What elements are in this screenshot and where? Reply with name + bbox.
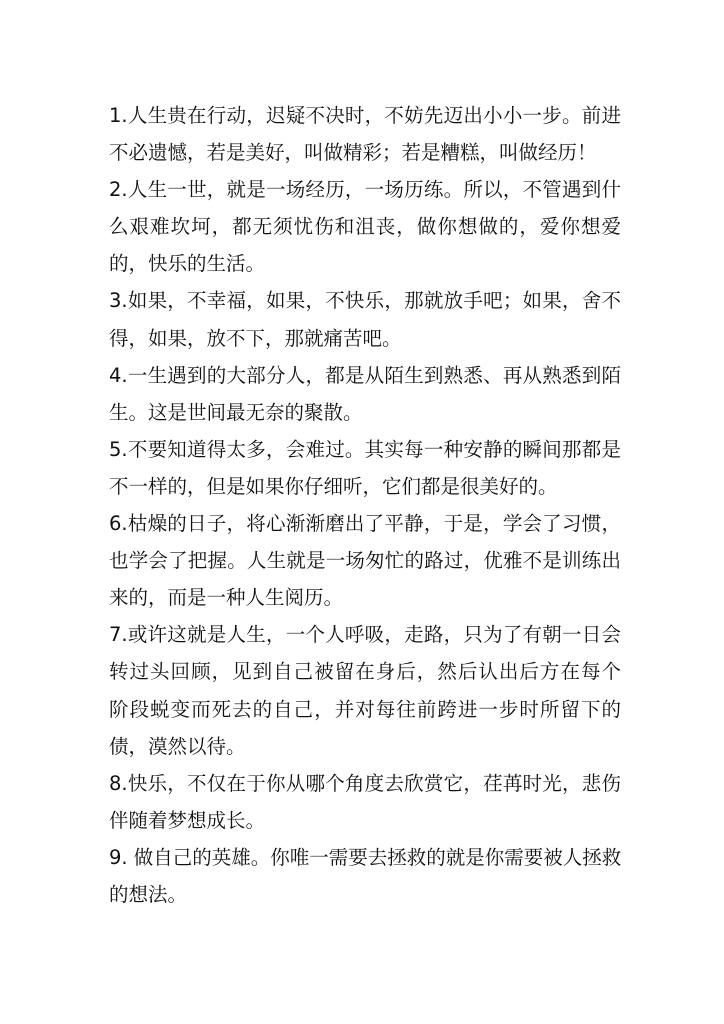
text-line: 2.人生一世，就是一场经历，一场历练。所以，不管遇到什 <box>109 178 621 202</box>
text-line: 6.枯燥的日子，将心渐渐磨出了平静，于是，学会了习惯， <box>109 512 621 536</box>
document-body <box>109 97 621 913</box>
text-line: 么艰难坎坷，都无须忧伤和沮丧，做你想做的，爱你想爱 <box>109 215 621 239</box>
text-line: 9. 做自己的英雄。你唯一需要去拯救的就是你需要被人拯救 <box>109 845 622 869</box>
text-line: 伴随着梦想成长。 <box>109 808 266 832</box>
text-line: 也学会了把握。人生就是一场匆忙的路过，优雅不是训练出 <box>109 549 621 573</box>
text-line: 阶段蜕变而死去的自己，并对每往前跨进一步时所留下的 <box>109 697 621 721</box>
text-line: 转过头回顾，见到自己被留在身后，然后认出后方在每个 <box>109 660 621 684</box>
text-line: 3.如果，不幸福，如果，不快乐，那就放手吧；如果，舍不 <box>109 289 621 313</box>
text-line: 生。这是世间最无奈的聚散。 <box>109 400 363 424</box>
text-line: 1.人生贵在行动，迟疑不决时，不妨先迈出小小一步。前进 <box>109 104 621 127</box>
text-line: 5.不要知道得太多，会难过。其实每一种安静的瞬间那都是 <box>109 437 621 461</box>
text-line: 7.或许这就是人生，一个人呼吸，走路，只为了有朝一日会 <box>109 623 621 647</box>
text-line: 的，快乐的生活。 <box>109 252 266 276</box>
text-line: 的想法。 <box>109 882 188 906</box>
text-line: 债，漠然以待。 <box>109 734 246 758</box>
text-line: 得，如果，放不下，那就痛苦吧。 <box>109 326 402 350</box>
text-line: 不一样的，但是如果你仔细听，它们都是很美好的。 <box>109 474 558 498</box>
text-line: 来的，而是一种人生阅历。 <box>109 586 344 610</box>
text-line: 不必遗憾，若是美好，叫做精彩；若是糟糕，叫做经历！ <box>109 141 597 165</box>
text-line: 4.一生遇到的大部分人，都是从陌生到熟悉、再从熟悉到陌 <box>109 363 621 387</box>
text-line: 8.快乐，不仅在于你从哪个角度去欣赏它，荏苒时光，悲伤 <box>109 771 621 795</box>
